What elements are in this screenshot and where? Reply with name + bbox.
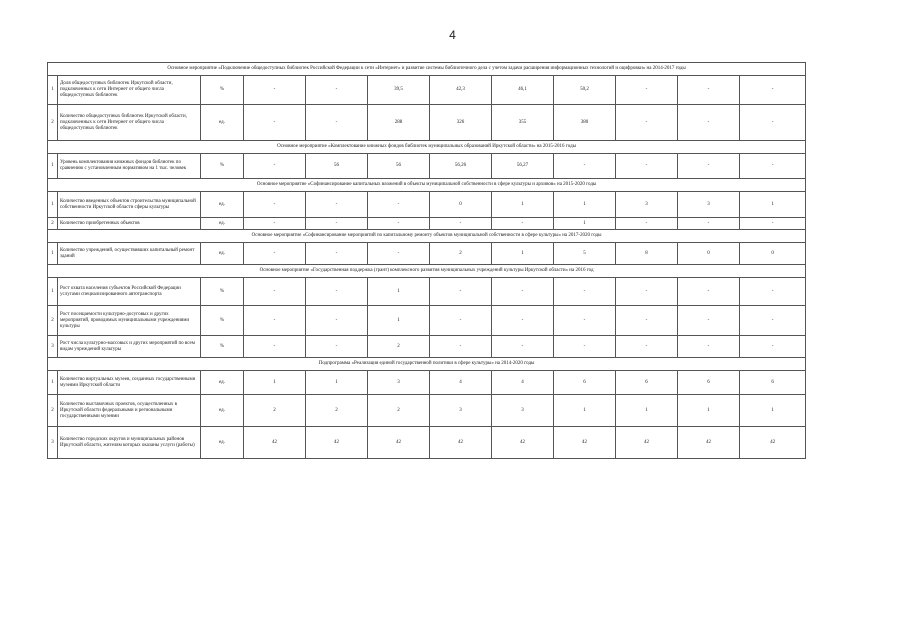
value-cell: 355 (492, 105, 554, 141)
section-header: Основное мероприятие «Подключение общедоступных библиотек Российской Федерации к сети «Интернет» и развитие системы библиотечного дела с учетом задачи расширения информационных технологий и оцифровки» на 2014-2017 годы (48, 63, 806, 76)
value-cell: - (430, 278, 492, 306)
value-cell: - (492, 278, 554, 306)
value-cell: 39,5 (368, 76, 430, 105)
value-cell: 0 (430, 192, 492, 218)
indicator-name: Рост числа культурно-массовых и других мероприятий по всем видам учреждений культуры (58, 336, 201, 358)
value-cell: 42 (740, 427, 806, 459)
value-cell: 1 (616, 395, 678, 427)
section-header-row (48, 141, 806, 154)
unit-cell: ед. (201, 371, 244, 395)
unit-cell: % (201, 154, 244, 179)
indicator-name: Количество приобретенных объектов (58, 218, 201, 230)
value-cell: 1 (740, 192, 806, 218)
value-cell: - (740, 278, 806, 306)
value-cell: - (740, 306, 806, 336)
value-cell: 2 (306, 395, 368, 427)
value-cell: - (616, 154, 678, 179)
value-cell: - (740, 105, 806, 141)
value-cell: 56 (368, 154, 430, 179)
table-row (48, 76, 806, 105)
table-row (48, 427, 806, 459)
value-cell: - (430, 306, 492, 336)
row-number: 2 (48, 306, 58, 336)
value-cell: - (678, 336, 740, 358)
row-number: 2 (48, 218, 58, 230)
value-cell: - (244, 154, 306, 179)
value-cell: - (616, 105, 678, 141)
section-header: Основное мероприятие «Софинансирование капитальных вложений в объекты муниципальной собственности в сфере культуры и архивов» на 2015-2020 годы (48, 179, 806, 192)
table-body (48, 63, 806, 459)
value-cell: 1 (306, 371, 368, 395)
value-cell: - (678, 218, 740, 230)
value-cell: - (678, 278, 740, 306)
value-cell: 42 (368, 427, 430, 459)
value-cell: 3 (616, 192, 678, 218)
value-cell: - (554, 154, 616, 179)
table-row (48, 278, 806, 306)
unit-cell: ед. (201, 105, 244, 141)
indicator-name: Доля общедоступных библиотек Иркутской области, подключенных к сети Интернет от общего числа общедоступных библиотек (58, 76, 201, 105)
value-cell: 0 (678, 243, 740, 265)
value-cell: 56,27 (492, 154, 554, 179)
row-number: 1 (48, 154, 58, 179)
value-cell: 42 (430, 427, 492, 459)
value-cell: - (740, 154, 806, 179)
value-cell: 1 (554, 395, 616, 427)
value-cell: 1 (740, 395, 806, 427)
unit-cell: % (201, 336, 244, 358)
page-number: 4 (449, 28, 456, 42)
value-cell: 6 (740, 371, 806, 395)
value-cell: - (616, 278, 678, 306)
value-cell: 3 (678, 192, 740, 218)
row-number: 1 (48, 278, 58, 306)
table-row (48, 243, 806, 265)
section-header: Основное мероприятие «Государственная поддержка (грант) комплексного развития муниципальных учреждений культуры Иркутской области» на 2016 год (48, 265, 806, 278)
value-cell: - (554, 278, 616, 306)
value-cell: - (368, 218, 430, 230)
indicator-name: Количество общедоступных библиотек Иркутской области, подключенных к сети Интернет от общего числа общедоступных библиотек (58, 105, 201, 141)
row-number: 2 (48, 395, 58, 427)
unit-cell: ед. (201, 218, 244, 230)
value-cell: - (740, 218, 806, 230)
value-cell: 42 (492, 427, 554, 459)
value-cell: - (306, 105, 368, 141)
value-cell: - (616, 76, 678, 105)
value-cell: 50,2 (554, 76, 616, 105)
value-cell: - (554, 336, 616, 358)
row-number: 1 (48, 76, 58, 105)
value-cell: 1 (368, 278, 430, 306)
table-row (48, 336, 806, 358)
value-cell: - (678, 154, 740, 179)
value-cell: - (616, 306, 678, 336)
table-row (48, 105, 806, 141)
value-cell: - (678, 76, 740, 105)
value-cell: - (430, 336, 492, 358)
value-cell: - (678, 306, 740, 336)
row-number: 3 (48, 427, 58, 459)
section-header-row (48, 358, 806, 371)
section-header: Подпрограмма «Реализация единой государственной политики в сфере культуры» на 2014-2020 годы (48, 358, 806, 371)
table-row (48, 395, 806, 427)
value-cell: 4 (430, 371, 492, 395)
value-cell: - (740, 76, 806, 105)
value-cell: - (306, 218, 368, 230)
value-cell: - (244, 243, 306, 265)
value-cell: 380 (554, 105, 616, 141)
section-header-row (48, 265, 806, 278)
indicator-name: Уровень комплектования книжных фондов библиотек по сравнению с установленным нормативом на 1 тыс. человек (58, 154, 201, 179)
row-number: 1 (48, 243, 58, 265)
value-cell: 6 (554, 371, 616, 395)
value-cell: 42 (554, 427, 616, 459)
value-cell: - (430, 218, 492, 230)
value-cell: - (554, 306, 616, 336)
value-cell: 1 (368, 306, 430, 336)
unit-cell: ед. (201, 192, 244, 218)
value-cell: 56 (306, 154, 368, 179)
row-number: 2 (48, 105, 58, 141)
table-row (48, 192, 806, 218)
value-cell: 42 (616, 427, 678, 459)
value-cell: 42,3 (430, 76, 492, 105)
value-cell: - (492, 218, 554, 230)
value-cell: 56,26 (430, 154, 492, 179)
value-cell: 2 (244, 395, 306, 427)
value-cell: 42 (244, 427, 306, 459)
unit-cell: ед. (201, 395, 244, 427)
value-cell: 2 (368, 336, 430, 358)
indicator-name: Количество введенных объектов строительства муниципальной собственности Иркутской области сферы культуры (58, 192, 201, 218)
indicator-name: Количество выставочных проектов, осуществленных в Иркутской области федеральными и региональными государственными музеями (58, 395, 201, 427)
value-cell: 1 (554, 192, 616, 218)
value-cell: - (492, 336, 554, 358)
section-header: Основное мероприятие «Комплектование книжных фондов библиотек муниципальных образований Иркутской области» на 2015-2016 годы (48, 141, 806, 154)
value-cell: - (306, 336, 368, 358)
value-cell: 1 (492, 243, 554, 265)
value-cell: - (244, 336, 306, 358)
value-cell: - (244, 218, 306, 230)
value-cell: 1 (492, 192, 554, 218)
value-cell: - (368, 192, 430, 218)
table-row (48, 371, 806, 395)
value-cell: - (306, 243, 368, 265)
value-cell: 0 (740, 243, 806, 265)
value-cell: - (306, 76, 368, 105)
unit-cell: % (201, 76, 244, 105)
value-cell: 46,1 (492, 76, 554, 105)
indicators-table (47, 62, 806, 459)
value-cell: 42 (306, 427, 368, 459)
value-cell: - (244, 105, 306, 141)
value-cell: 3 (492, 395, 554, 427)
section-header-row (48, 179, 806, 192)
unit-cell: ед. (201, 243, 244, 265)
value-cell: 3 (430, 395, 492, 427)
section-header-row (48, 230, 806, 243)
value-cell: 2 (430, 243, 492, 265)
unit-cell: % (201, 278, 244, 306)
value-cell: 1 (244, 371, 306, 395)
indicator-name: Рост посещаемости культурно-досуговых и других мероприятий, проводимых муниципальными учреждениями культуры (58, 306, 201, 336)
table-row (48, 306, 806, 336)
value-cell: 1 (554, 218, 616, 230)
table-row (48, 154, 806, 179)
value-cell: 3 (368, 371, 430, 395)
section-header: Основное мероприятие «Софинансирование мероприятий по капитальному ремонту объектов муниципальной собственности в сфере культуры» на 2017-2020 годы (48, 230, 806, 243)
value-cell: 288 (368, 105, 430, 141)
value-cell: 8 (616, 243, 678, 265)
value-cell: 326 (430, 105, 492, 141)
value-cell: 6 (616, 371, 678, 395)
value-cell: - (616, 336, 678, 358)
indicator-name: Количество городских округов и муниципальных районов Иркутской области, жителям которых оказаны услуги (работы) (58, 427, 201, 459)
indicator-name: Количество виртуальных музеев, созданных государственными музеями Иркутской области (58, 371, 201, 395)
value-cell: - (740, 336, 806, 358)
value-cell: - (244, 278, 306, 306)
row-number: 1 (48, 192, 58, 218)
table-row (48, 218, 806, 230)
unit-cell: ед. (201, 427, 244, 459)
section-header-row (48, 63, 806, 76)
value-cell: 1 (678, 395, 740, 427)
value-cell: - (492, 306, 554, 336)
row-number: 1 (48, 371, 58, 395)
value-cell: - (306, 192, 368, 218)
value-cell: - (306, 278, 368, 306)
unit-cell: % (201, 306, 244, 336)
value-cell: - (306, 306, 368, 336)
value-cell: - (678, 105, 740, 141)
value-cell: 6 (678, 371, 740, 395)
indicator-name: Количество учреждений, осуществивших капитальный ремонт зданий (58, 243, 201, 265)
value-cell: 2 (368, 395, 430, 427)
value-cell: 42 (678, 427, 740, 459)
value-cell: - (244, 192, 306, 218)
value-cell: - (244, 306, 306, 336)
value-cell: - (616, 218, 678, 230)
value-cell: 4 (492, 371, 554, 395)
row-number: 3 (48, 336, 58, 358)
value-cell: 5 (554, 243, 616, 265)
value-cell: - (368, 243, 430, 265)
indicator-name: Рост охвата населения субъектов Российской Федерации услугами специализированного автотранспорта (58, 278, 201, 306)
value-cell: - (244, 76, 306, 105)
